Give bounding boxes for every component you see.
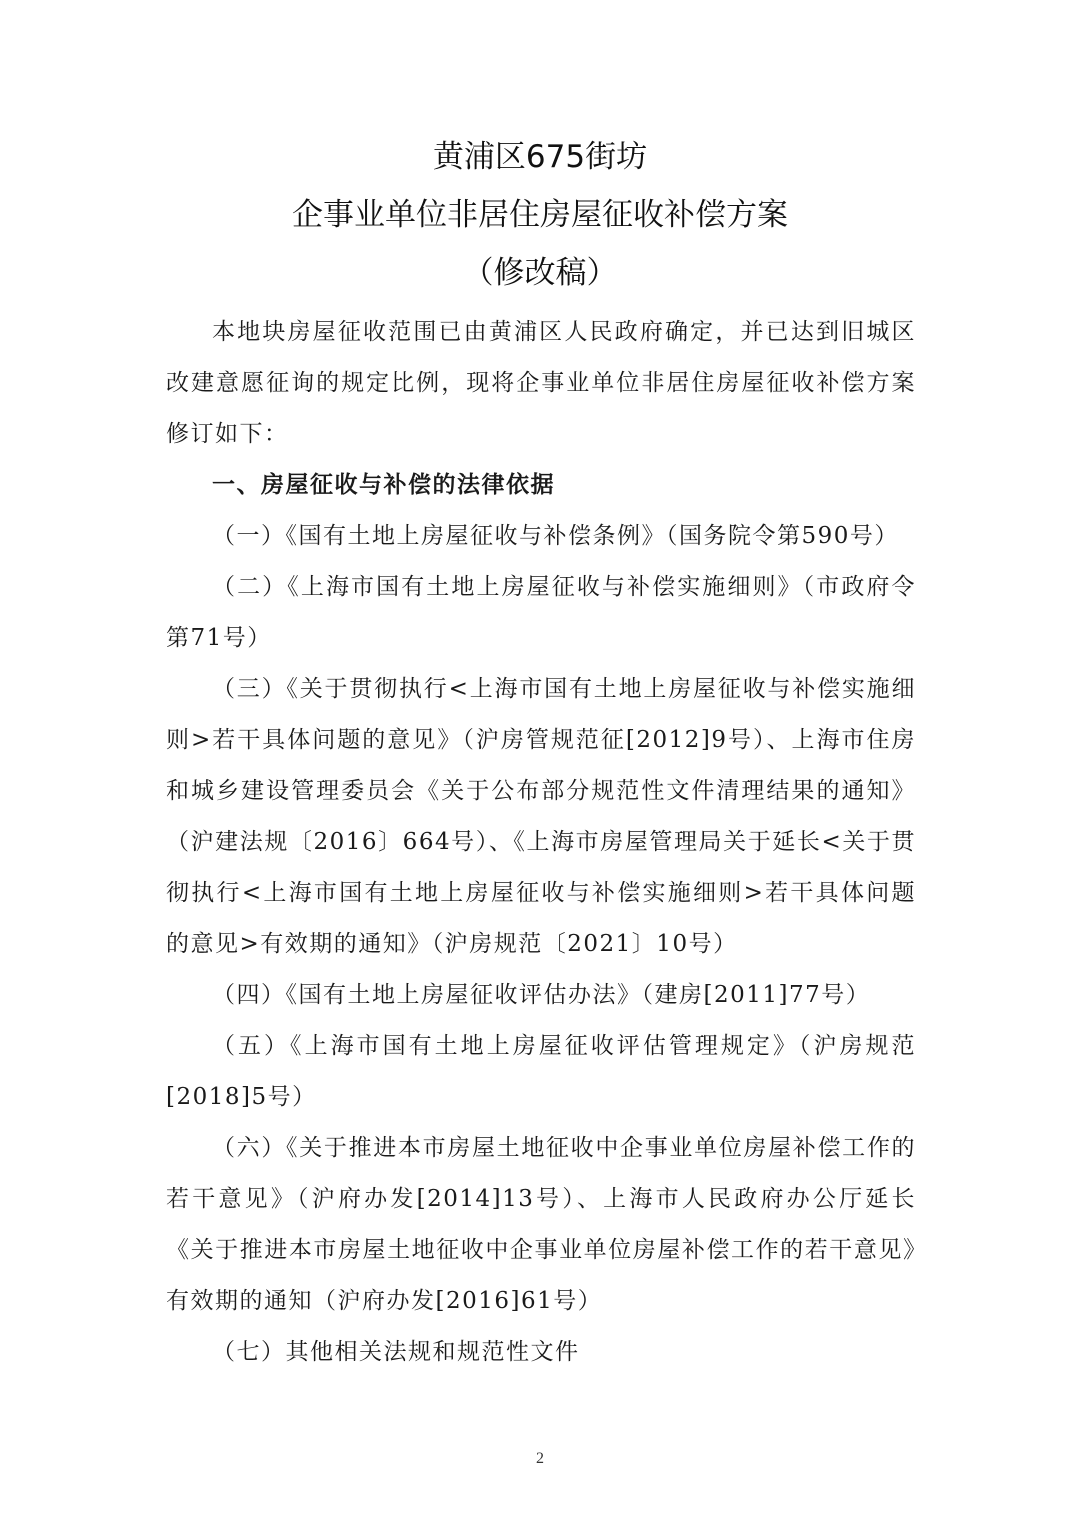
document-body: [166, 307, 916, 1378]
list-item-5: （五）《上海市国有土地上房屋征收评估管理规定》（沪房规范[2018]5号）: [166, 1033, 916, 1110]
page-number: 2: [536, 1450, 544, 1467]
list-item-7: （七）其他相关法规和规范性文件: [212, 1339, 580, 1365]
list-item-4: （四）《国有土地上房屋征收评估办法》（建房[2011]77号）: [212, 982, 871, 1008]
list-item-1: （一）《国有土地上房屋征收与补偿条例》（国务院令第590号）: [212, 523, 899, 549]
section-heading-1: 一、房屋征收与补偿的法律依据: [212, 472, 555, 498]
list-item-2: （二）《上海市国有土地上房屋征收与补偿实施细则》（市政府令第71号）: [166, 574, 916, 651]
document-title-line3: （修改稿）: [462, 255, 618, 291]
list-item-3: （三）《关于贯彻执行<上海市国有土地上房屋征收与补偿实施细则>若干具体问题的意见》（沪房管规范征[2012]9号）、上海市住房和城乡建设管理委员会《关于公布部分规范性文件清理结果的通知》（沪建法规〔2016〕664号）、《上海市房屋管理局关于延长<关于贯彻执行<上海市国有土地上房屋征收与补偿实施细则>若干具体问题的意见>有效期的通知》（沪房规范〔2021〕10号）: [166, 676, 916, 957]
document-title-line1: 黄浦区675街坊: [432, 139, 648, 175]
document-title-line2: 企事业单位非居住房屋征收补偿方案: [292, 197, 788, 233]
intro-paragraph: 本地块房屋征收范围已由黄浦区人民政府确定，并已达到旧城区改建意愿征询的规定比例，现将企事业单位非居住房屋征收补偿方案修订如下：: [166, 319, 916, 447]
list-item-6: （六）《关于推进本市房屋土地征收中企事业单位房屋补偿工作的若干意见》（沪府办发[2014]13号）、上海市人民政府办公厅延长《关于推进本市房屋土地征收中企事业单位房屋补偿工作的若干意见》有效期的通知（沪府办发[2016]61号）: [166, 1135, 916, 1314]
